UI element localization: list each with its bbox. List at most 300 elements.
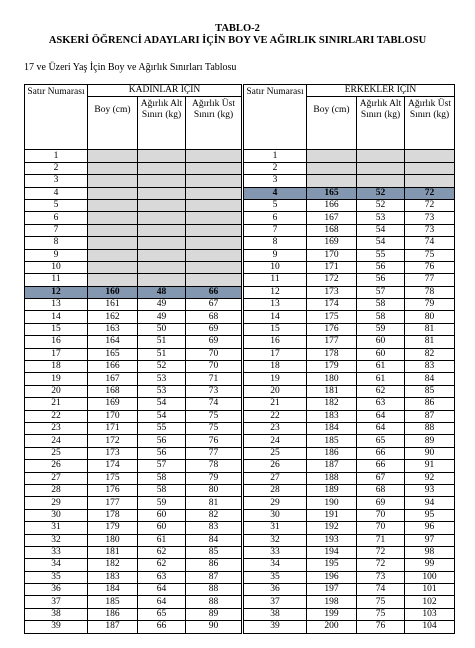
- women-row-number-cell: 33: [25, 546, 88, 558]
- men-weight-min-cell: 68: [357, 484, 405, 496]
- men-weight-min-cell: 56: [357, 261, 405, 273]
- women-weight-max-cell: 70: [186, 348, 242, 360]
- women-row-number-cell: 31: [25, 522, 88, 534]
- women-weight-max-cell: 86: [186, 559, 242, 571]
- men-height-cell: 179: [307, 361, 357, 373]
- women-row-number-cell: 35: [25, 571, 88, 583]
- table-row: [25, 584, 455, 596]
- men-weight-max-cell: 94: [405, 497, 455, 509]
- men-weight-max-cell: 97: [405, 534, 455, 546]
- women-weight-max-cell: 74: [186, 398, 242, 410]
- men-height-cell: 192: [307, 522, 357, 534]
- men-row-number-cell: 38: [244, 608, 307, 620]
- women-weight-max-cell: 77: [186, 447, 242, 459]
- men-weight-min-cell: 54: [357, 237, 405, 249]
- men-weight-max-cell: 75: [405, 249, 455, 261]
- men-weight-max-cell: 90: [405, 447, 455, 459]
- women-height-cell: 162: [88, 311, 138, 323]
- women-weight-min-cell: 66: [138, 621, 186, 633]
- women-height-cell: 187: [88, 621, 138, 633]
- women-height-cell: 174: [88, 460, 138, 472]
- women-row-number-cell: 7: [25, 224, 88, 236]
- men-weight-max-cell: 104: [405, 621, 455, 633]
- men-height-cell: 182: [307, 398, 357, 410]
- men-weight-max-cell: 92: [405, 472, 455, 484]
- women-weight-max-cell: 78: [186, 460, 242, 472]
- table-row: [25, 422, 455, 434]
- women-height-cell: 166: [88, 361, 138, 373]
- men-row-number-cell: 37: [244, 596, 307, 608]
- table-row: [25, 522, 455, 534]
- table-row: [25, 249, 455, 261]
- men-row-number-cell: 16: [244, 336, 307, 348]
- men-weight-max-cell: 78: [405, 286, 455, 298]
- men-height-cell: 184: [307, 422, 357, 434]
- table-row: [25, 608, 455, 620]
- men-weight-min-cell: 70: [357, 509, 405, 521]
- men-weight-min-cell: 70: [357, 522, 405, 534]
- table-row: [25, 212, 455, 224]
- women-height-cell: [88, 199, 138, 211]
- women-weight-min-cell: [138, 237, 186, 249]
- women-row-number-cell: 26: [25, 460, 88, 472]
- men-weight-max-cell: 89: [405, 435, 455, 447]
- women-weight-max-cell: 79: [186, 472, 242, 484]
- women-weight-min-cell: [138, 274, 186, 286]
- men-weight-max-cell: 74: [405, 237, 455, 249]
- women-height-cell: 173: [88, 447, 138, 459]
- women-weight-min-cell: 58: [138, 484, 186, 496]
- women-height-cell: [88, 249, 138, 261]
- women-height-cell: 165: [88, 348, 138, 360]
- women-weight-min-cell: [138, 224, 186, 236]
- men-weight-max-cell: 86: [405, 398, 455, 410]
- women-weight-max-cell: [186, 199, 242, 211]
- men-row-number-header: Satır Numarası: [244, 85, 307, 150]
- men-row-number-cell: 12: [244, 286, 307, 298]
- women-height-cell: 169: [88, 398, 138, 410]
- women-weight-min-cell: 55: [138, 422, 186, 434]
- women-weight-min-cell: 64: [138, 584, 186, 596]
- men-height-cell: 181: [307, 385, 357, 397]
- men-weight-min-cell: 52: [357, 187, 405, 199]
- men-height-cell: 191: [307, 509, 357, 521]
- table-row: [25, 571, 455, 583]
- men-weight-min-cell: 62: [357, 385, 405, 397]
- men-weight-min-cell: 52: [357, 199, 405, 211]
- women-row-number-cell: 17: [25, 348, 88, 360]
- women-weight-max-cell: [186, 162, 242, 174]
- men-weight-max-cell: 76: [405, 261, 455, 273]
- men-weight-min-cell: 61: [357, 361, 405, 373]
- women-row-number-cell: 14: [25, 311, 88, 323]
- men-row-number-cell: 20: [244, 385, 307, 397]
- men-row-number-cell: 5: [244, 199, 307, 211]
- table-row: [25, 460, 455, 472]
- table-row: [25, 311, 455, 323]
- men-height-cell: 176: [307, 323, 357, 335]
- women-height-cell: 186: [88, 608, 138, 620]
- women-row-number-cell: 13: [25, 299, 88, 311]
- men-height-cell: 198: [307, 596, 357, 608]
- men-weight-max-cell: 72: [405, 187, 455, 199]
- men-height-cell: 169: [307, 237, 357, 249]
- table-row: [25, 187, 455, 199]
- men-weight-min-cell: 64: [357, 410, 405, 422]
- men-row-number-cell: 3: [244, 175, 307, 187]
- women-height-cell: 172: [88, 435, 138, 447]
- men-weight-max-cell: 102: [405, 596, 455, 608]
- men-height-cell: 199: [307, 608, 357, 620]
- women-row-number-header: Satır Numarası: [25, 85, 88, 150]
- women-row-number-cell: 20: [25, 385, 88, 397]
- women-row-number-cell: 24: [25, 435, 88, 447]
- women-weight-min-cell: 62: [138, 559, 186, 571]
- women-row-number-cell: 2: [25, 162, 88, 174]
- women-height-cell: 170: [88, 410, 138, 422]
- table-row: [25, 286, 455, 298]
- women-weight-min-cell: 49: [138, 311, 186, 323]
- men-height-cell: 178: [307, 348, 357, 360]
- men-weight-max-cell: 96: [405, 522, 455, 534]
- women-row-number-cell: 6: [25, 212, 88, 224]
- men-height-header: Boy (cm): [307, 97, 357, 150]
- women-weight-max-cell: 68: [186, 311, 242, 323]
- men-height-cell: 195: [307, 559, 357, 571]
- men-weight-max-cell: 85: [405, 385, 455, 397]
- women-row-number-cell: 10: [25, 261, 88, 273]
- women-height-cell: 176: [88, 484, 138, 496]
- women-weight-max-cell: [186, 224, 242, 236]
- men-row-number-cell: 21: [244, 398, 307, 410]
- men-weight-min-cell: 65: [357, 435, 405, 447]
- women-row-number-cell: 22: [25, 410, 88, 422]
- women-weight-min-cell: 59: [138, 497, 186, 509]
- women-weight-min-cell: 54: [138, 398, 186, 410]
- men-row-number-cell: 2: [244, 162, 307, 174]
- men-height-cell: [307, 150, 357, 162]
- women-weight-min-cell: [138, 162, 186, 174]
- men-weight-min-cell: [357, 150, 405, 162]
- men-weight-min-cell: [357, 175, 405, 187]
- women-row-number-cell: 16: [25, 336, 88, 348]
- women-row-number-cell: 12: [25, 286, 88, 298]
- men-weight-min-cell: 73: [357, 571, 405, 583]
- women-height-cell: [88, 175, 138, 187]
- men-weight-max-cell: 84: [405, 373, 455, 385]
- men-weight-min-cell: 71: [357, 534, 405, 546]
- men-row-number-cell: 10: [244, 261, 307, 273]
- women-row-number-cell: 8: [25, 237, 88, 249]
- men-row-number-cell: 13: [244, 299, 307, 311]
- women-weight-min-cell: 63: [138, 571, 186, 583]
- men-row-number-cell: 39: [244, 621, 307, 633]
- table-row: [25, 410, 455, 422]
- women-height-cell: [88, 150, 138, 162]
- men-height-cell: [307, 175, 357, 187]
- women-height-cell: 171: [88, 422, 138, 434]
- men-weight-max-cell: 81: [405, 323, 455, 335]
- table-row: [25, 150, 455, 162]
- men-weight-max-header: Ağırlık Üst Sınırı (kg): [405, 97, 455, 150]
- table-row: [25, 447, 455, 459]
- men-weight-max-cell: 101: [405, 584, 455, 596]
- women-weight-max-cell: 82: [186, 509, 242, 521]
- women-weight-min-cell: 56: [138, 435, 186, 447]
- men-weight-min-cell: 75: [357, 596, 405, 608]
- table-row: [25, 596, 455, 608]
- women-weight-min-cell: [138, 261, 186, 273]
- women-height-cell: 164: [88, 336, 138, 348]
- men-weight-max-cell: 95: [405, 509, 455, 521]
- women-row-number-cell: 21: [25, 398, 88, 410]
- women-row-number-cell: 19: [25, 373, 88, 385]
- women-height-cell: 177: [88, 497, 138, 509]
- men-height-cell: 175: [307, 311, 357, 323]
- men-row-number-cell: 23: [244, 422, 307, 434]
- women-row-number-cell: 23: [25, 422, 88, 434]
- women-row-number-cell: 34: [25, 559, 88, 571]
- women-height-header: Boy (cm): [88, 97, 138, 150]
- men-height-cell: 177: [307, 336, 357, 348]
- men-height-cell: 200: [307, 621, 357, 633]
- men-height-cell: 172: [307, 274, 357, 286]
- women-row-number-cell: 4: [25, 187, 88, 199]
- men-row-number-cell: 28: [244, 484, 307, 496]
- women-height-cell: 179: [88, 522, 138, 534]
- men-height-cell: 168: [307, 224, 357, 236]
- men-weight-max-cell: 100: [405, 571, 455, 583]
- men-height-cell: 173: [307, 286, 357, 298]
- men-row-number-cell: 18: [244, 361, 307, 373]
- height-weight-table: [24, 84, 455, 634]
- men-weight-min-cell: 76: [357, 621, 405, 633]
- men-weight-min-cell: 59: [357, 323, 405, 335]
- men-height-cell: 196: [307, 571, 357, 583]
- women-weight-max-cell: 88: [186, 596, 242, 608]
- women-weight-max-cell: 75: [186, 410, 242, 422]
- men-row-number-cell: 15: [244, 323, 307, 335]
- men-height-cell: 185: [307, 435, 357, 447]
- table-row: [25, 162, 455, 174]
- document-subtitle: ASKERİ ÖĞRENCİ ADAYLARI İÇİN BOY VE AĞIRLIK SINIRLARI TABLOSU: [48, 35, 427, 46]
- men-height-cell: 183: [307, 410, 357, 422]
- men-weight-max-cell: 103: [405, 608, 455, 620]
- women-weight-min-cell: 50: [138, 323, 186, 335]
- men-weight-min-cell: 66: [357, 460, 405, 472]
- women-weight-max-cell: 71: [186, 373, 242, 385]
- women-height-cell: [88, 224, 138, 236]
- women-weight-max-cell: [186, 249, 242, 261]
- women-weight-min-cell: 54: [138, 410, 186, 422]
- men-weight-min-cell: [357, 162, 405, 174]
- women-height-cell: 161: [88, 299, 138, 311]
- women-weight-max-cell: 83: [186, 522, 242, 534]
- women-weight-min-cell: 56: [138, 447, 186, 459]
- women-weight-min-cell: [138, 150, 186, 162]
- table-row: [25, 398, 455, 410]
- women-weight-max-cell: 89: [186, 608, 242, 620]
- women-weight-max-cell: 80: [186, 484, 242, 496]
- women-height-cell: 168: [88, 385, 138, 397]
- women-height-cell: [88, 162, 138, 174]
- women-weight-min-cell: 57: [138, 460, 186, 472]
- women-weight-min-cell: 51: [138, 348, 186, 360]
- table-row: [25, 534, 455, 546]
- men-row-number-cell: 1: [244, 150, 307, 162]
- table-row: [25, 336, 455, 348]
- women-weight-max-cell: 84: [186, 534, 242, 546]
- women-weight-min-header: Ağırlık Alt Sınırı (kg): [138, 97, 186, 150]
- men-weight-max-cell: 80: [405, 311, 455, 323]
- women-weight-min-cell: 65: [138, 608, 186, 620]
- table-row: [25, 484, 455, 496]
- women-row-number-cell: 15: [25, 323, 88, 335]
- men-weight-max-cell: 73: [405, 224, 455, 236]
- men-row-number-cell: 11: [244, 274, 307, 286]
- men-weight-max-cell: 79: [405, 299, 455, 311]
- men-row-number-cell: 25: [244, 447, 307, 459]
- table-row: [25, 621, 455, 633]
- women-weight-max-cell: 76: [186, 435, 242, 447]
- men-weight-max-cell: 72: [405, 199, 455, 211]
- women-weight-min-cell: [138, 187, 186, 199]
- men-row-number-cell: 26: [244, 460, 307, 472]
- men-height-cell: 194: [307, 546, 357, 558]
- women-weight-min-cell: [138, 249, 186, 261]
- men-height-cell: 193: [307, 534, 357, 546]
- men-weight-min-cell: 72: [357, 546, 405, 558]
- table-row: [25, 175, 455, 187]
- women-weight-max-cell: 66: [186, 286, 242, 298]
- women-row-number-cell: 3: [25, 175, 88, 187]
- women-weight-max-cell: [186, 261, 242, 273]
- women-weight-min-cell: 49: [138, 299, 186, 311]
- men-row-number-cell: 32: [244, 534, 307, 546]
- men-weight-min-cell: 66: [357, 447, 405, 459]
- women-height-cell: 163: [88, 323, 138, 335]
- table-row: [25, 546, 455, 558]
- table-row: [25, 224, 455, 236]
- women-height-cell: [88, 212, 138, 224]
- men-height-cell: 190: [307, 497, 357, 509]
- women-row-number-cell: 30: [25, 509, 88, 521]
- men-weight-min-cell: 57: [357, 286, 405, 298]
- women-row-number-cell: 25: [25, 447, 88, 459]
- men-row-number-cell: 14: [244, 311, 307, 323]
- men-weight-max-cell: 77: [405, 274, 455, 286]
- men-row-number-cell: 19: [244, 373, 307, 385]
- men-row-number-cell: 34: [244, 559, 307, 571]
- table-row: [25, 472, 455, 484]
- table-row: [25, 199, 455, 211]
- women-row-number-cell: 11: [25, 274, 88, 286]
- men-weight-max-cell: 91: [405, 460, 455, 472]
- men-weight-min-cell: 60: [357, 348, 405, 360]
- table-row: [25, 373, 455, 385]
- women-row-number-cell: 37: [25, 596, 88, 608]
- women-weight-max-header: Ağırlık Üst Sınırı (kg): [186, 97, 242, 150]
- women-weight-max-cell: [186, 175, 242, 187]
- men-row-number-cell: 30: [244, 509, 307, 521]
- table-row: [25, 435, 455, 447]
- men-weight-min-cell: 58: [357, 299, 405, 311]
- women-weight-max-cell: 81: [186, 497, 242, 509]
- women-group-header: KADINLAR İÇİN: [88, 85, 242, 97]
- men-row-number-cell: 8: [244, 237, 307, 249]
- men-row-number-cell: 29: [244, 497, 307, 509]
- men-weight-max-cell: 98: [405, 546, 455, 558]
- men-group-header: ERKEKLER İÇİN: [307, 85, 455, 97]
- women-height-cell: [88, 237, 138, 249]
- women-row-number-cell: 28: [25, 484, 88, 496]
- men-row-number-cell: 33: [244, 546, 307, 558]
- men-weight-min-cell: 67: [357, 472, 405, 484]
- women-height-cell: 181: [88, 546, 138, 558]
- men-height-cell: 197: [307, 584, 357, 596]
- women-height-cell: [88, 261, 138, 273]
- women-weight-min-cell: 61: [138, 534, 186, 546]
- men-weight-max-cell: 93: [405, 484, 455, 496]
- women-weight-min-cell: 60: [138, 509, 186, 521]
- men-row-number-cell: 7: [244, 224, 307, 236]
- men-weight-min-cell: 74: [357, 584, 405, 596]
- women-height-cell: 178: [88, 509, 138, 521]
- men-weight-max-cell: [405, 175, 455, 187]
- women-weight-min-cell: [138, 175, 186, 187]
- table-row: [25, 385, 455, 397]
- women-weight-min-cell: 51: [138, 336, 186, 348]
- women-row-number-cell: 9: [25, 249, 88, 261]
- women-weight-max-cell: [186, 150, 242, 162]
- women-weight-max-cell: [186, 274, 242, 286]
- table-caption: 17 ve Üzeri Yaş İçin Boy ve Ağırlık Sınırları Tablosu: [24, 62, 237, 73]
- table-row: [25, 348, 455, 360]
- women-weight-min-cell: 64: [138, 596, 186, 608]
- men-weight-max-cell: 88: [405, 422, 455, 434]
- men-weight-min-header: Ağırlık Alt Sınırı (kg): [357, 97, 405, 150]
- men-row-number-cell: 9: [244, 249, 307, 261]
- men-weight-max-cell: 82: [405, 348, 455, 360]
- women-weight-max-cell: 88: [186, 584, 242, 596]
- women-row-number-cell: 18: [25, 361, 88, 373]
- women-weight-min-cell: [138, 212, 186, 224]
- women-height-cell: 182: [88, 559, 138, 571]
- men-weight-min-cell: 58: [357, 311, 405, 323]
- table-row: [25, 274, 455, 286]
- men-weight-max-cell: [405, 150, 455, 162]
- men-weight-min-cell: 63: [357, 398, 405, 410]
- women-height-cell: 183: [88, 571, 138, 583]
- men-row-number-cell: 31: [244, 522, 307, 534]
- men-weight-max-cell: 81: [405, 336, 455, 348]
- table-row: [25, 299, 455, 311]
- women-weight-max-cell: 73: [186, 385, 242, 397]
- women-weight-min-cell: 52: [138, 361, 186, 373]
- women-weight-min-cell: 62: [138, 546, 186, 558]
- women-weight-max-cell: [186, 187, 242, 199]
- women-row-number-cell: 39: [25, 621, 88, 633]
- women-row-number-cell: 29: [25, 497, 88, 509]
- women-row-number-cell: 27: [25, 472, 88, 484]
- women-row-number-cell: 36: [25, 584, 88, 596]
- women-weight-max-cell: 67: [186, 299, 242, 311]
- table-row: [25, 237, 455, 249]
- men-weight-max-cell: 99: [405, 559, 455, 571]
- table-row: [25, 261, 455, 273]
- men-row-number-cell: 6: [244, 212, 307, 224]
- men-height-cell: 170: [307, 249, 357, 261]
